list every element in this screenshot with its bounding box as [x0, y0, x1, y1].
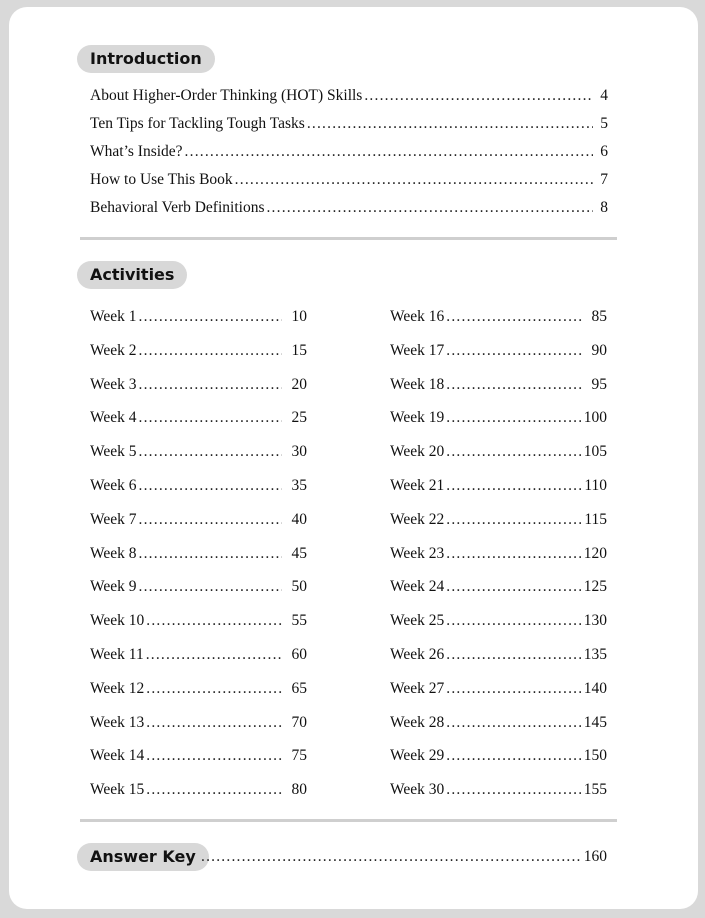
week-label: Week 3 — [90, 375, 137, 393]
week-label: Week 8 — [90, 544, 137, 562]
week-label: Week 24 — [390, 578, 445, 596]
week-page: 70 — [291, 713, 307, 731]
week-entry[interactable] — [390, 781, 607, 799]
week-entry[interactable] — [90, 342, 307, 360]
week-entry[interactable] — [90, 781, 307, 799]
week-entry[interactable] — [90, 409, 307, 427]
dot-leader — [146, 747, 282, 765]
dot-leader — [139, 443, 282, 461]
week-entry[interactable] — [390, 612, 607, 630]
dot-leader — [446, 545, 580, 563]
dot-leader — [446, 781, 580, 799]
week-entry[interactable] — [90, 477, 307, 495]
dot-leader — [446, 443, 580, 461]
week-page: 10 — [291, 308, 307, 325]
toc-entry-page: 5 — [600, 115, 608, 132]
dot-leader — [146, 612, 282, 630]
week-label: Week 20 — [390, 443, 445, 461]
week-entry[interactable] — [90, 376, 307, 394]
dot-leader — [185, 143, 593, 161]
toc-entry-page: 8 — [600, 199, 608, 216]
week-entry[interactable] — [390, 545, 607, 563]
week-label: Week 22 — [390, 510, 445, 528]
week-entry[interactable] — [90, 308, 307, 326]
week-label: Week 17 — [390, 341, 445, 359]
toc-entry-page: 4 — [600, 87, 608, 104]
dot-leader — [139, 545, 282, 563]
week-entry[interactable] — [390, 443, 607, 461]
week-label: Week 26 — [390, 646, 445, 663]
dot-leader — [307, 115, 593, 133]
week-label: Week 18 — [390, 375, 445, 393]
week-label: Week 2 — [90, 341, 137, 359]
dot-leader — [446, 612, 580, 630]
dot-leader — [139, 409, 282, 427]
toc-entry[interactable] — [90, 199, 608, 217]
week-entry[interactable] — [390, 578, 607, 596]
week-entry[interactable] — [390, 376, 607, 394]
dot-leader — [139, 477, 282, 495]
toc-entry-page: 6 — [600, 143, 608, 160]
answer-key-heading: Answer Key — [77, 843, 209, 871]
week-page: 25 — [291, 409, 307, 427]
dot-leader — [139, 511, 282, 529]
week-page: 140 — [583, 679, 607, 697]
dot-leader — [446, 409, 580, 427]
toc-entry-label: Ten Tips for Tackling Tough Tasks — [90, 115, 305, 132]
week-page: 75 — [291, 747, 307, 765]
week-label: Week 19 — [390, 409, 445, 427]
week-page: 105 — [583, 443, 607, 461]
dot-leader — [446, 578, 580, 596]
activities-heading: Activities — [77, 261, 187, 289]
week-entry[interactable] — [390, 308, 607, 326]
toc-entry-label: How to Use This Book — [90, 171, 233, 188]
week-page: 15 — [291, 341, 307, 359]
week-entry[interactable] — [90, 714, 307, 732]
dot-leader — [139, 308, 282, 326]
toc-entry[interactable] — [90, 87, 608, 105]
answer-key-entry[interactable] — [201, 848, 607, 866]
week-label: Week 9 — [90, 578, 137, 596]
week-entry[interactable] — [90, 680, 307, 698]
toc-entry-label: Behavioral Verb Definitions — [90, 199, 265, 216]
answer-key-page: 160 — [583, 848, 607, 865]
week-label: Week 23 — [390, 544, 445, 562]
week-page: 135 — [583, 646, 607, 663]
week-label: Week 7 — [90, 510, 137, 528]
week-label: Week 27 — [390, 679, 445, 697]
week-page: 110 — [584, 477, 607, 494]
week-entry[interactable] — [390, 680, 607, 698]
dot-leader — [446, 511, 581, 529]
week-page: 90 — [591, 341, 607, 359]
week-page: 40 — [291, 510, 307, 528]
toc-entry[interactable] — [90, 143, 608, 161]
week-label: Week 21 — [390, 477, 445, 494]
toc-entry-label: What’s Inside? — [90, 143, 183, 160]
week-page: 80 — [291, 781, 307, 799]
dot-leader — [364, 87, 593, 105]
week-label: Week 25 — [390, 612, 445, 630]
toc-entry[interactable] — [90, 171, 608, 189]
dot-leader — [139, 342, 282, 360]
week-entry[interactable] — [390, 511, 607, 529]
dot-leader — [446, 376, 582, 394]
week-page: 45 — [291, 544, 307, 562]
week-entry[interactable] — [390, 714, 607, 732]
week-page: 50 — [291, 578, 307, 596]
dot-leader — [266, 199, 593, 217]
week-entry[interactable] — [90, 545, 307, 563]
toc-entry-page: 7 — [600, 171, 608, 188]
week-label: Week 30 — [390, 781, 445, 799]
week-entry[interactable] — [390, 747, 607, 765]
week-label: Week 11 — [90, 646, 144, 663]
dot-leader — [235, 171, 593, 189]
week-label: Week 14 — [90, 747, 145, 765]
toc-entry-label: About Higher-Order Thinking (HOT) Skills — [90, 87, 363, 104]
week-entry[interactable] — [90, 646, 307, 664]
week-page: 55 — [291, 612, 307, 630]
week-page: 100 — [583, 409, 607, 427]
dot-leader — [146, 714, 282, 732]
week-page: 65 — [291, 679, 307, 697]
section-divider — [80, 237, 617, 240]
dot-leader — [446, 680, 580, 698]
week-page: 115 — [584, 510, 607, 528]
week-page: 145 — [583, 713, 607, 731]
week-entry[interactable] — [390, 646, 607, 664]
dot-leader — [146, 646, 282, 664]
week-label: Week 6 — [90, 477, 137, 494]
week-page: 35 — [291, 477, 307, 494]
dot-leader — [446, 477, 581, 495]
toc-entry[interactable] — [90, 115, 608, 133]
week-label: Week 10 — [90, 612, 145, 630]
week-label: Week 13 — [90, 713, 145, 731]
week-label: Week 28 — [390, 713, 445, 731]
week-page: 20 — [291, 375, 307, 393]
week-label: Week 15 — [90, 781, 145, 799]
week-label: Week 12 — [90, 679, 145, 697]
week-label: Week 16 — [390, 308, 445, 325]
week-entry[interactable] — [390, 409, 607, 427]
week-label: Week 1 — [90, 308, 137, 325]
week-entry[interactable] — [390, 477, 607, 495]
introduction-heading: Introduction — [77, 45, 215, 73]
dot-leader — [139, 376, 282, 394]
week-page: 120 — [583, 544, 607, 562]
week-label: Week 4 — [90, 409, 137, 427]
week-entry[interactable] — [90, 443, 307, 461]
week-page: 95 — [591, 375, 607, 393]
week-page: 30 — [291, 443, 307, 461]
dot-leader — [201, 848, 581, 866]
dot-leader — [446, 342, 582, 360]
week-entry[interactable] — [90, 612, 307, 630]
dot-leader — [139, 578, 282, 596]
week-entry[interactable] — [90, 747, 307, 765]
week-page: 125 — [583, 578, 607, 596]
week-page: 60 — [291, 646, 307, 663]
section-divider — [80, 819, 617, 822]
week-label: Week 5 — [90, 443, 137, 461]
week-page: 85 — [591, 308, 607, 325]
dot-leader — [146, 680, 282, 698]
week-label: Week 29 — [390, 747, 445, 765]
week-entry[interactable] — [390, 342, 607, 360]
dot-leader — [446, 714, 580, 732]
dot-leader — [446, 747, 580, 765]
week-entry[interactable] — [90, 578, 307, 596]
week-page: 155 — [583, 781, 607, 799]
dot-leader — [446, 646, 580, 664]
week-page: 150 — [583, 747, 607, 765]
dot-leader — [146, 781, 282, 799]
week-page: 130 — [583, 612, 607, 630]
week-entry[interactable] — [90, 511, 307, 529]
dot-leader — [446, 308, 582, 326]
